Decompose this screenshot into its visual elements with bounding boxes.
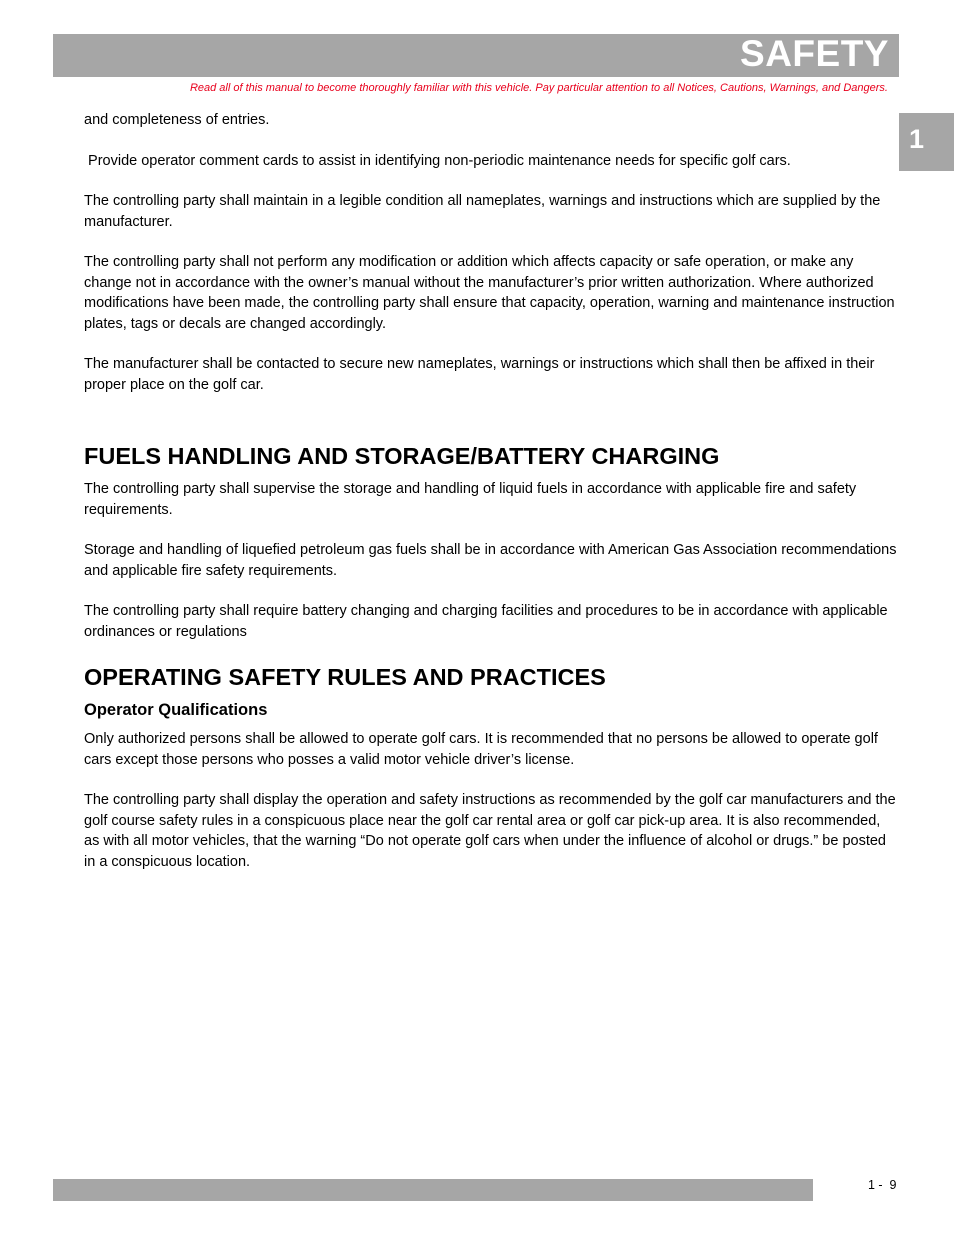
chapter-number: 1: [909, 124, 925, 154]
paragraph: The manufacturer shall be contacted to secure new nameplates, warnings or instructions which shall then be affixed in their proper place on the golf car.: [84, 356, 875, 393]
page-title: SAFETY: [740, 33, 889, 74]
main-content: [84, 110, 899, 892]
page-number: 1 - 9: [868, 1178, 897, 1192]
paragraph: The controlling party shall maintain in a legible condition all nameplates, warnings and instructions which are supplied by the manufacturer.: [84, 193, 881, 230]
safety-notice: Read all of this manual to become thoroughly familiar with this vehicle. Pay particular attention to all Notices, Cautions, Warnings, and Dangers.: [189, 82, 888, 94]
paragraph: Storage and handling of liquefied petroleum gas fuels shall be in accordance with American Gas Association recommendations and applicable fire safety requirements.: [84, 542, 897, 579]
subheading-operator-qualifications: Operator Qualifications: [84, 701, 268, 719]
section-heading-operating-safety: OPERATING SAFETY RULES AND PRACTICES: [84, 664, 606, 690]
chapter-tab: [899, 113, 954, 171]
paragraph: The controlling party shall require battery changing and charging facilities and procedures to be in accordance with applicable ordinances or regulations: [84, 603, 888, 640]
paragraph: The controlling party shall not perform any modification or addition which affects capacity or safe operation, or make any change not in accordance with the owner’s manual without the manufacturer’s prior written authorization. Where authorized modifications have been made, the controlling party shall ensure that capacity, operation, warning and maintenance instruction plates, tags or decals are changed accordingly.: [84, 254, 895, 332]
paragraph: and completeness of entries.: [84, 112, 270, 128]
paragraph: The controlling party shall supervise the storage and handling of liquid fuels in accordance with applicable fire and safety requirements.: [84, 481, 857, 518]
paragraph: Provide operator comment cards to assist in identifying non-periodic maintenance needs for specific golf cars.: [84, 152, 791, 169]
paragraph: The controlling party shall display the operation and safety instructions as recommended by the golf car manufacturers and the golf course safety rules in a conspicuous place near the golf car rental area or golf car pick-up area. It is also recommended, as with all motor vehicles, that the warning “Do not operate golf cars when under the influence of alcohol or drugs.” be posted in a conspicuous location.: [84, 792, 896, 870]
paragraph: Only authorized persons shall be allowed to operate golf cars. It is recommended that no persons be allowed to operate golf cars except those persons who posses a valid motor vehicle driver’s license.: [84, 731, 878, 768]
footer-bar: [53, 1179, 813, 1201]
section-heading-fuels: FUELS HANDLING AND STORAGE/BATTERY CHARGING: [84, 443, 720, 469]
header-bar: [53, 34, 899, 77]
